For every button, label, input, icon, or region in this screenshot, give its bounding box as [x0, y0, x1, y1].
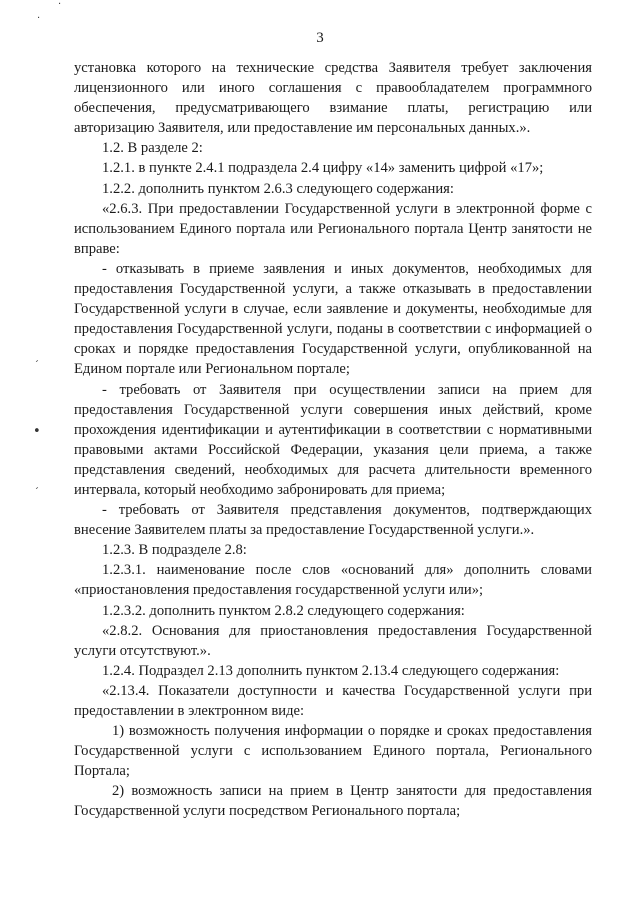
scan-speck: ·	[37, 13, 41, 24]
document-body	[74, 58, 592, 822]
paragraph: 1.2.2. дополнить пунктом 2.6.3 следующего содержания:	[102, 180, 454, 197]
paragraph: 1.2.3.1. наименование после слов «оснований для» дополнить словами «приостановления предоставления государственной услуги или»;	[74, 562, 592, 599]
paragraph: «2.6.3. При предоставлении Государственной услуги в электронной форме с использованием Единого портала или Регионального портала Центр занятости не вправе:	[74, 200, 592, 257]
paragraph: 1.2.3. В подразделе 2.8:	[102, 542, 247, 559]
paragraph: «2.8.2. Основания для приостановления предоставления Государственной услуги отсутствуют.».	[74, 622, 592, 659]
paragraph: 2) возможность записи на прием в Центр занятости для предоставления Государственной услуги посредством Регионального портала;	[74, 783, 592, 820]
paragraph: - отказывать в приеме заявления и иных документов, необходимых для предоставления Государственной услуги, а также отказывать в предоставлении Государственной услуги в случае, если заявление и документы, необходимые для предоставления Государственной услуги, поданы в соответствии с информацией о сроках и порядке предоставления Государственной услуги, опубликованной на Едином портале или Региональном портале;	[74, 260, 592, 378]
margin-mark: ˊ	[34, 487, 39, 498]
margin-mark: ˊ	[34, 360, 39, 371]
paragraph: установка которого на технические средства Заявителя требует заключения лицензионного или иного соглашения с правообладателем программного обеспечения, предусматривающего взимание платы, регистрацию или авторизацию Заявителя, или предоставление им персональных данных.».	[74, 60, 592, 137]
margin-dot: •	[33, 424, 41, 439]
page-number: 3	[316, 30, 324, 46]
paragraph: 1.2.4. Подраздел 2.13 дополнить пунктом 2.13.4 следующего содержания:	[102, 662, 560, 679]
paragraph: «2.13.4. Показатели доступности и качества Государственной услуги при предоставлении в электронном виде:	[74, 682, 592, 719]
paragraph: 1.2.1. в пункте 2.4.1 подраздела 2.4 цифру «14» заменить цифрой «17»;	[102, 160, 544, 177]
paragraph: 1) возможность получения информации о порядке и сроках предоставления Государственной услуги с использованием Единого портала, Регионального Портала;	[74, 723, 592, 780]
paragraph: - требовать от Заявителя при осуществлении записи на прием для предоставления Государственной услуги совершения иных действий, кроме прохождения идентификации и аутентификации в соответствии с нормативными правовыми актами Российской Федерации, указания цели приема, а также представления сведений, необходимых для расчета длительности временного интервала, который необходимо забронировать для приема;	[74, 381, 592, 498]
paragraph: 1.2.3.2. дополнить пунктом 2.8.2 следующего содержания:	[102, 602, 465, 619]
scan-speck: ·	[58, 0, 62, 10]
paragraph: - требовать от Заявителя представления документов, подтверждающих внесение Заявителем платы за предоставление Государственной услуги.».	[74, 502, 592, 539]
paragraph: 1.2. В разделе 2:	[102, 140, 203, 157]
